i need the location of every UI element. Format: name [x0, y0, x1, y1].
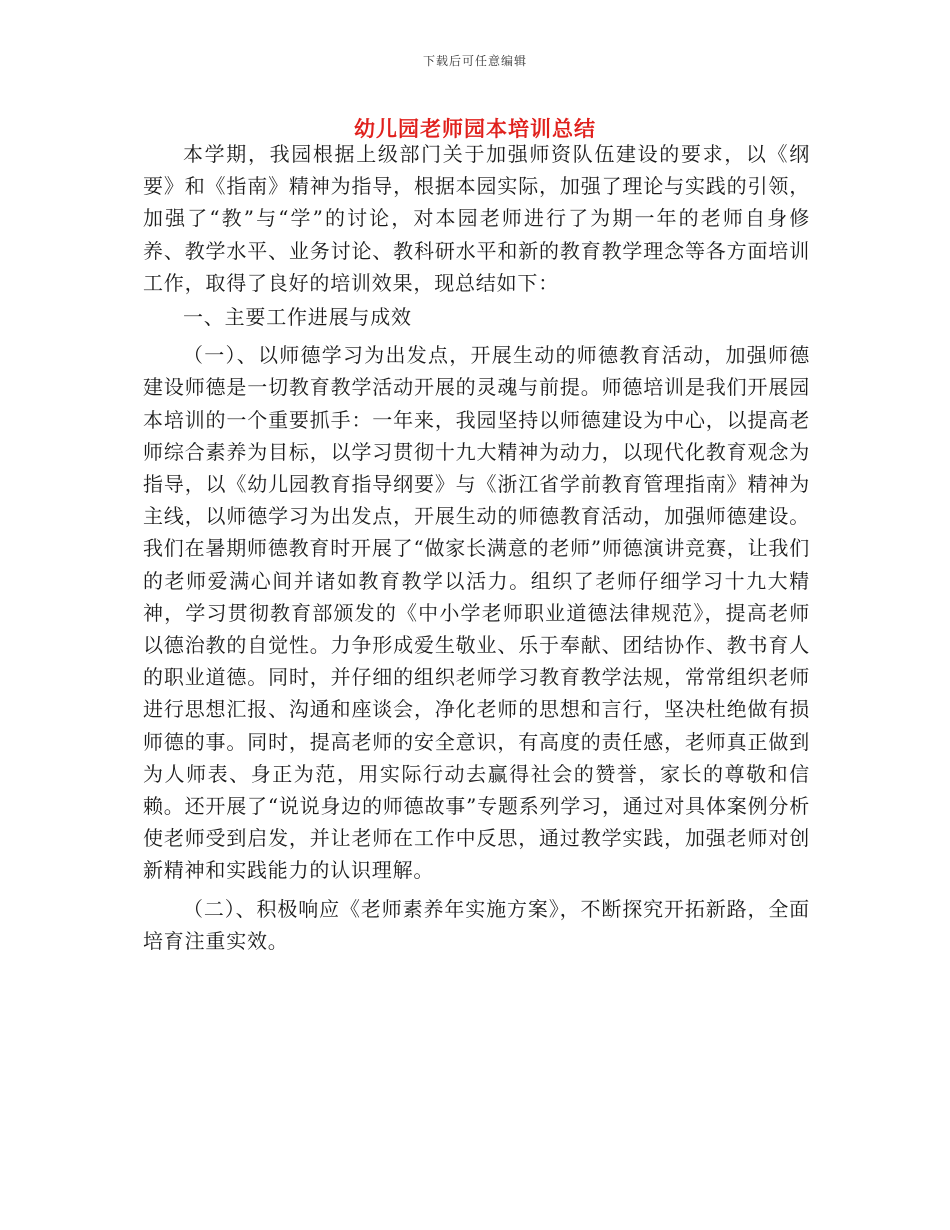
- intro-paragraph: 本学期，我园根据上级部门关于加强师资队伍建设的要求，以《纲要》和《指南》精神为指导，根据本园实际，加强了理论与实践的引领，加强了“教”与“学”的讨论，对本园老师进行了为期一年的老师自身修养、教学水平、业务讨论、教科研水平和新的教育教学理念等各方面培训工作，取得了良好的培训效果，现总结如下：: [143, 142, 810, 295]
- page-header-note: 下载后可任意编辑: [422, 54, 527, 68]
- document-body: [143, 138, 810, 957]
- subsection-paragraph-1: （一）、以师德学习为出发点，开展生动的师德教育活动，加强师德建设师德是一切教育教学活动开展的灵魂与前提。师德培训是我们开展园本培训的一个重要抓手：一年来，我园坚持以师德建设为中心，以提高老师综合素养为目标，以学习贯彻十九大精神为动力，以现代化教育观念为指导，以《幼儿园教育指导纲要》与《浙江省学前教育管理指南》精神为主线，以师德学习为出发点，开展生动的师德教育活动，加强师德建设。我们在暑期师德教育时开展了“做家长满意的老师”师德演讲竞赛，让我们的老师爱满心间并诸如教育教学以活力。组织了老师仔细学习十九大精神，学习贯彻教育部颁发的《中小学老师职业道德法律规范》，提高老师以德治教的自觉性。力争形成爱生敬业、乐于奉献、团结协作、教书育人的职业道德。同时，并仔细的组织老师学习教育教学法规，常常组织老师进行思想汇报、沟通和座谈会，净化老师的思想和言行，坚决杜绝做有损师德的事。同时，提高老师的安全意识，有高度的责任感，老师真正做到为人师表、身正为范，用实际行动去赢得社会的赞誉，家长的尊敬和信赖。还开展了“说说身边的师德故事”专题系列学习，通过对具体案例分析使老师受到启发，并让老师在工作中反思，通过教学实践，加强老师对创新精神和实践能力的认识理解。: [143, 343, 810, 883]
- section-heading: 一、主要工作进展与成效: [183, 305, 412, 330]
- document-title: 幼儿园老师园本培训总结: [354, 117, 596, 141]
- subsection-paragraph-2: （二）、积极响应《老师素养年实施方案》，不断探究开拓新路，全面培育注重实效。: [143, 896, 810, 953]
